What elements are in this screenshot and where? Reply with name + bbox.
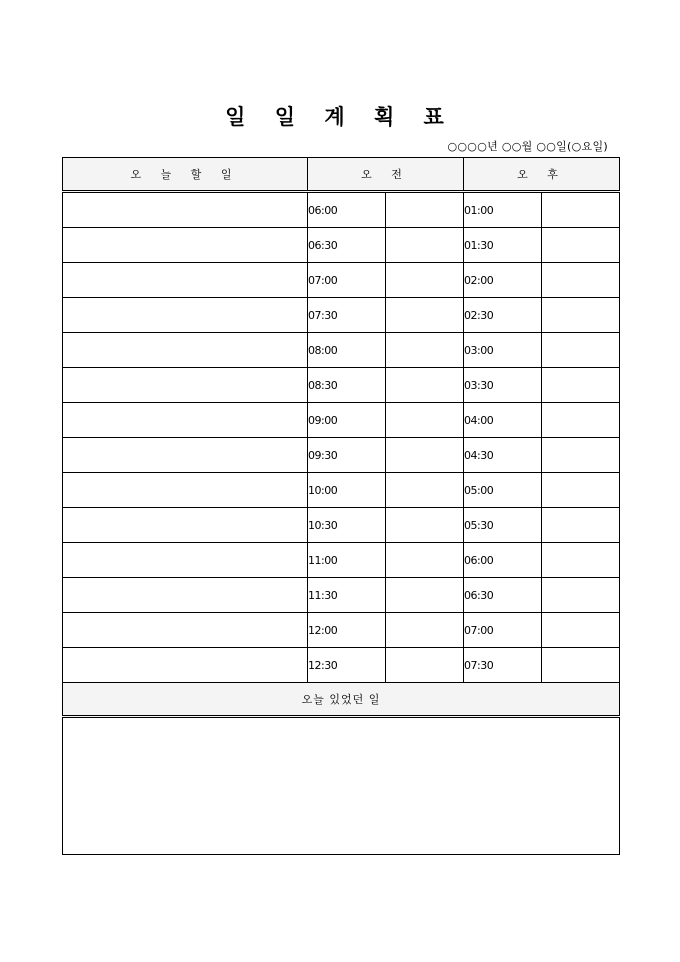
am-time-label: 10:00 — [308, 473, 386, 508]
am-plan-cell[interactable] — [386, 438, 464, 473]
time-row — [63, 648, 620, 683]
am-plan-cell[interactable] — [386, 333, 464, 368]
pm-plan-cell[interactable] — [542, 228, 620, 263]
todo-cell[interactable] — [63, 613, 308, 648]
header-row — [63, 158, 620, 192]
pm-plan-cell[interactable] — [542, 508, 620, 543]
done-header: 오늘 있었던 일 — [63, 683, 620, 717]
todo-cell[interactable] — [63, 403, 308, 438]
am-time-label: 07:30 — [308, 298, 386, 333]
time-row — [63, 543, 620, 578]
pm-time-label: 02:30 — [464, 298, 542, 333]
am-time-label: 06:30 — [308, 228, 386, 263]
pm-plan-cell[interactable] — [542, 613, 620, 648]
header-pm: 오 후 — [464, 158, 620, 192]
am-time-label: 11:30 — [308, 578, 386, 613]
pm-plan-cell[interactable] — [542, 578, 620, 613]
todo-cell[interactable] — [63, 192, 308, 228]
pm-time-label: 06:00 — [464, 543, 542, 578]
done-header-row — [63, 683, 620, 717]
todo-cell[interactable] — [63, 368, 308, 403]
daily-plan-table — [62, 157, 620, 855]
am-time-label: 12:00 — [308, 613, 386, 648]
am-plan-cell[interactable] — [386, 263, 464, 298]
am-time-label: 07:00 — [308, 263, 386, 298]
pm-time-label: 05:30 — [464, 508, 542, 543]
todo-cell[interactable] — [63, 648, 308, 683]
time-row — [63, 438, 620, 473]
todo-cell[interactable] — [63, 228, 308, 263]
am-time-label: 08:00 — [308, 333, 386, 368]
am-time-label: 12:30 — [308, 648, 386, 683]
am-plan-cell[interactable] — [386, 228, 464, 263]
am-plan-cell[interactable] — [386, 648, 464, 683]
pm-plan-cell[interactable] — [542, 192, 620, 228]
todo-cell[interactable] — [63, 333, 308, 368]
am-plan-cell[interactable] — [386, 192, 464, 228]
pm-time-label: 05:00 — [464, 473, 542, 508]
todo-cell[interactable] — [63, 473, 308, 508]
pm-time-label: 03:00 — [464, 333, 542, 368]
time-row — [63, 333, 620, 368]
pm-time-label: 02:00 — [464, 263, 542, 298]
pm-time-label: 07:30 — [464, 648, 542, 683]
am-plan-cell[interactable] — [386, 508, 464, 543]
pm-time-label: 06:30 — [464, 578, 542, 613]
todo-cell[interactable] — [63, 298, 308, 333]
pm-time-label: 07:00 — [464, 613, 542, 648]
am-time-label: 10:30 — [308, 508, 386, 543]
header-todo: 오 늘 할 일 — [63, 158, 308, 192]
am-time-label: 11:00 — [308, 543, 386, 578]
time-row — [63, 228, 620, 263]
done-body-row — [63, 717, 620, 855]
am-plan-cell[interactable] — [386, 368, 464, 403]
pm-time-label: 01:00 — [464, 192, 542, 228]
am-plan-cell[interactable] — [386, 473, 464, 508]
pm-plan-cell[interactable] — [542, 543, 620, 578]
time-row — [63, 192, 620, 228]
date-line: ○○○○년 ○○월 ○○일(○요일) — [447, 140, 608, 153]
pm-time-label: 04:30 — [464, 438, 542, 473]
am-time-label: 08:30 — [308, 368, 386, 403]
pm-plan-cell[interactable] — [542, 473, 620, 508]
pm-plan-cell[interactable] — [542, 403, 620, 438]
am-plan-cell[interactable] — [386, 578, 464, 613]
pm-time-label: 03:30 — [464, 368, 542, 403]
pm-time-label: 01:30 — [464, 228, 542, 263]
time-row — [63, 298, 620, 333]
pm-plan-cell[interactable] — [542, 333, 620, 368]
time-row — [63, 368, 620, 403]
time-row — [63, 613, 620, 648]
am-plan-cell[interactable] — [386, 298, 464, 333]
am-plan-cell[interactable] — [386, 403, 464, 438]
pm-plan-cell[interactable] — [542, 298, 620, 333]
pm-plan-cell[interactable] — [542, 368, 620, 403]
am-plan-cell[interactable] — [386, 613, 464, 648]
am-time-label: 09:00 — [308, 403, 386, 438]
header-am: 오 전 — [308, 158, 464, 192]
todo-cell[interactable] — [63, 508, 308, 543]
pm-plan-cell[interactable] — [542, 263, 620, 298]
todo-cell[interactable] — [63, 543, 308, 578]
time-row — [63, 578, 620, 613]
time-row — [63, 508, 620, 543]
done-notes-area[interactable] — [63, 717, 620, 855]
todo-cell[interactable] — [63, 438, 308, 473]
pm-plan-cell[interactable] — [542, 648, 620, 683]
pm-time-label: 04:00 — [464, 403, 542, 438]
time-row — [63, 263, 620, 298]
time-row — [63, 403, 620, 438]
am-time-label: 09:30 — [308, 438, 386, 473]
page-title: 일 일 계 획 표 — [225, 105, 455, 129]
todo-cell[interactable] — [63, 578, 308, 613]
time-row — [63, 473, 620, 508]
pm-plan-cell[interactable] — [542, 438, 620, 473]
todo-cell[interactable] — [63, 263, 308, 298]
am-plan-cell[interactable] — [386, 543, 464, 578]
am-time-label: 06:00 — [308, 192, 386, 228]
